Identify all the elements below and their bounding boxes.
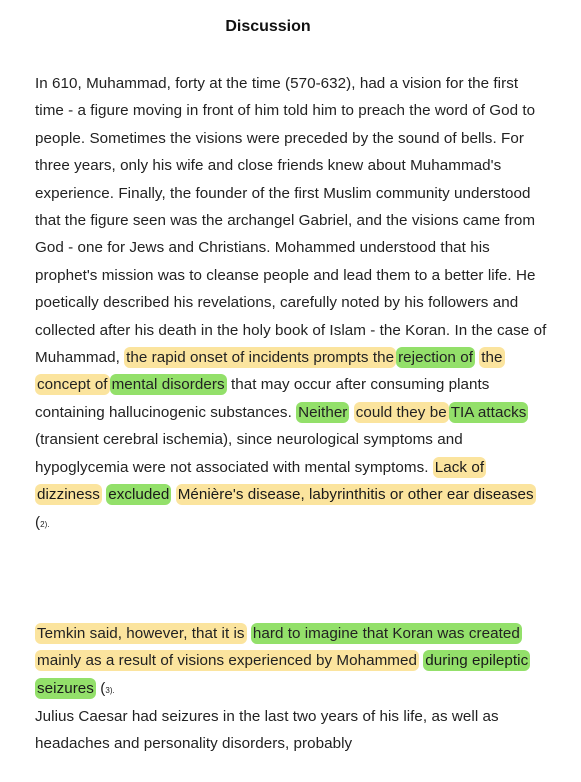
section-heading: Discussion (225, 18, 311, 35)
highlight-green: mental disorders (111, 376, 225, 394)
highlight-yellow: the rapid onset of incidents prompts the (126, 349, 395, 367)
text-segment: ( (35, 513, 41, 531)
text-segment: (transient cerebral ischemia), since neurological symptoms and hypoglycemia were not associated with mental symptoms. (35, 431, 463, 476)
highlight-yellow: Ménière's disease, labyrinthitis or other ear diseases (177, 486, 534, 504)
text-segment: In 610, Muhammad, forty at the time (570-632), had a vision for the first time - a figure moving in front of him told him to preach the word of God to people. Sometimes the visions were preceded by the sound of bells. For three years, only his wife and close friends knew about Muhammad's experience. Finally, the founder of the first Muslim community understood that the figure seen was the archangel Gabriel, and the visions came from God - one for Jews and Christians. Mohammed understood that his prophet's mission was to cleanse people and lead them to a better life. He poetically described his revelations, carefully noted by his followers and collected after his death in the holy book of Islam - the Koran. In the case of Muhammad, (35, 75, 547, 367)
text-segment: ( (95, 679, 106, 697)
paragraph-temkin (35, 620, 550, 704)
highlight-green: Neither (298, 403, 348, 421)
highlight-green: rejection of (398, 349, 473, 367)
highlight-yellow: the concept of (37, 349, 503, 394)
highlight-yellow: could they be (355, 403, 447, 421)
highlight-green: hard to imagine that Koran was created (252, 625, 520, 642)
text-segment: that may occur after consuming plants containing hallucinogenic substances. (35, 376, 490, 421)
highlight-yellow: mainly as a result of visions experienced by Mohammed (37, 652, 417, 670)
highlight-green: excluded (108, 486, 170, 504)
highlight-green: TIA attacks (450, 403, 527, 421)
highlight-yellow: Temkin said, however, that it is (37, 625, 245, 642)
highlight-green: during epileptic seizures (37, 652, 529, 697)
reference-number: 3). (105, 685, 115, 695)
reference-number: 2). (40, 519, 50, 529)
highlight-yellow: Lack of dizziness (37, 458, 485, 504)
paragraph-julius-caesar (35, 703, 550, 758)
text-segment: Julius Caesar had seizures in the last two years of his life, as well as headaches and personality disorders, probably (35, 708, 499, 753)
paragraph-muhammad (35, 70, 550, 538)
